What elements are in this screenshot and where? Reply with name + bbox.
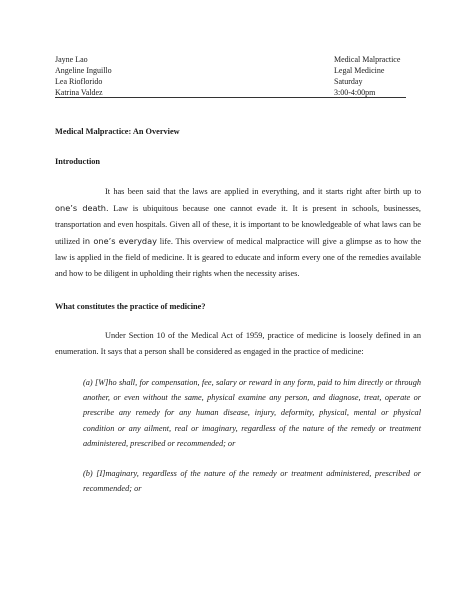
header-row <box>55 65 406 76</box>
header-row <box>55 76 406 87</box>
document-title: Medical Malpractice: An Overview <box>55 127 180 136</box>
header-divider <box>55 97 406 98</box>
author-name: Jayne Lao <box>55 55 88 64</box>
course-name: Legal Medicine <box>334 66 385 75</box>
introduction-paragraph <box>55 184 421 282</box>
author-name: Lea Rioflorido <box>55 77 103 86</box>
block-quote: (b) [I]maginary, regardless of the nature of the remedy or treatment administered, prescribed or recommended; or <box>83 469 421 494</box>
paragraph-text: one’s death. <box>55 203 109 213</box>
class-time: 3:00-4:00pm <box>334 88 376 97</box>
paragraph-text: Law is ubiquitous because one cannot evade it. It is present in schools, businesses, transportation and even hospitals. Given all of these, it is important to be knowledgeable of what laws can be utilized <box>55 204 421 246</box>
block-quote: (a) [W]ho shall, for compensation, fee, salary or reward in any form, paid to him directly or through another, or even without the same, physical examine any person, and diagnose, treat, operate or prescribe any remedy for any human disease, injury, deformity, physical, mental or physical condition or any ailment, real or imaginary, regardless of the nature of the remedy or treatment administered, prescribed or recommended; or <box>83 378 421 448</box>
practice-paragraph: Under Section 10 of the Medical Act of 1959, practice of medicine is loosely defined in an enumeration. It says that a person shall be considered as engaged in the practice of medicine: <box>55 331 421 356</box>
paragraph-text: in one’s everyday <box>82 236 157 246</box>
author-name: Angeline Inguillo <box>55 66 112 75</box>
course-subject: Medical Malpractice <box>334 55 401 64</box>
document-header <box>55 54 406 98</box>
section-heading-introduction: Introduction <box>55 157 101 166</box>
class-day: Saturday <box>334 77 363 86</box>
header-row <box>55 54 406 65</box>
author-name: Katrina Valdez <box>55 88 103 97</box>
section-heading-practice: What constitutes the practice of medicine? <box>55 302 206 311</box>
paragraph-text: It has been said that the laws are applied in everything, and it starts right after birth up to <box>105 187 421 196</box>
paragraph-text: life. This overview of medical malpractice will give a glimpse as to how the law is applied in the field of medicine. It is geared to educate and inform every one of the remedies available and how to be diligent in upholding their rights when the necessity arises. <box>55 237 422 278</box>
document-body <box>55 124 421 496</box>
